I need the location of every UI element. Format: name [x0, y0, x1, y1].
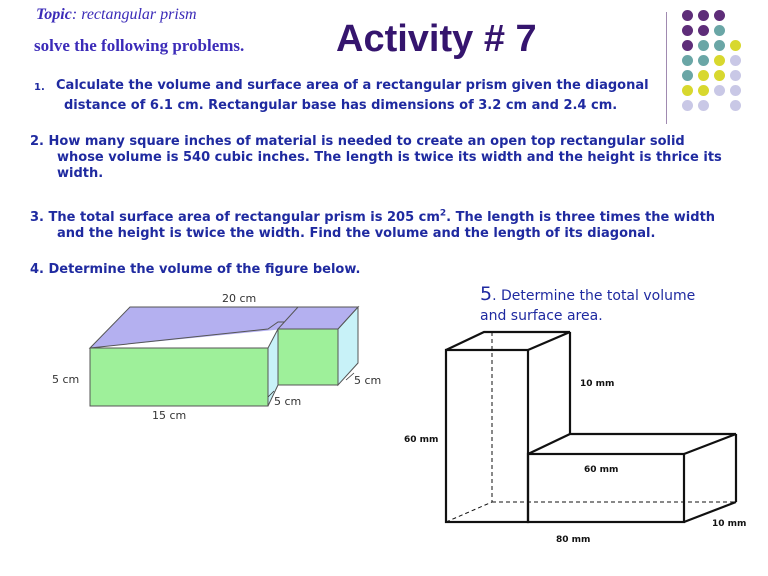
- figure-4-top-label: 20 cm: [222, 292, 257, 305]
- problem-3-line-1-pre: 3. The total surface area of rectangular prism is 205 cm: [30, 210, 440, 226]
- problem-1-number: 1.: [34, 82, 45, 93]
- decorative-dot: [682, 25, 693, 36]
- decorative-dot: [682, 70, 693, 81]
- figure-5-depth-label: 10 mm: [712, 519, 747, 529]
- problem-3-line-2: and the height is twice the width. Find the volume and the length of its diagonal.: [57, 226, 656, 242]
- problem-1-line-1: Calculate the volume and surface area of a rectangular prism given the diagonal: [56, 78, 649, 93]
- decorative-dot: [714, 85, 725, 96]
- figure-5-tall-front: [446, 350, 528, 522]
- decorative-dot: [698, 40, 709, 51]
- page-title: Activity # 7: [336, 18, 537, 60]
- decorative-dot: [730, 85, 741, 96]
- subtitle: solve the following problems.: [34, 36, 245, 55]
- decorative-dot: [698, 85, 709, 96]
- figure-5-step-label: 60 mm: [584, 465, 619, 475]
- decorative-dot: [714, 10, 725, 21]
- figure-5-length-label: 80 mm: [556, 535, 591, 545]
- problem-5-number: 5: [480, 283, 493, 305]
- problem-3-line-1-post: . The length is three times the width: [446, 210, 716, 226]
- decorative-dot: [698, 55, 709, 66]
- decorative-dot: [698, 10, 709, 21]
- figure-4-front-face-right: [278, 329, 338, 385]
- problem-3: [30, 206, 750, 242]
- figure-5-top-width-label: 10 mm: [580, 379, 615, 389]
- problem-5-line-1: . Determine the total volume: [492, 288, 696, 304]
- figure-5-step-top: [528, 434, 736, 454]
- figure-4-notch-depth-label: 5 cm: [274, 395, 302, 408]
- decorative-dot: [714, 70, 725, 81]
- problem-5: [480, 284, 730, 326]
- problem-5-line-2: and surface area.: [480, 308, 603, 324]
- decorative-dot: [682, 85, 693, 96]
- figure-4-left-height-label: 5 cm: [52, 373, 80, 386]
- decorative-dot: [714, 25, 725, 36]
- problem-4: 4. Determine the volume of the figure below.: [30, 262, 361, 277]
- figure-4-diagram: [40, 285, 382, 435]
- decorative-dot: [698, 100, 709, 111]
- problem-2: [30, 134, 750, 182]
- figure-5-diagram: [396, 326, 756, 550]
- decorative-dot: [730, 70, 741, 81]
- decorative-dot: [698, 70, 709, 81]
- figure-4-front-face-left: [90, 348, 268, 406]
- problem-3-superscript: 2: [439, 209, 447, 219]
- decorative-dot: [682, 10, 693, 21]
- figure-4-bottom-length-label: 15 cm: [152, 409, 187, 422]
- problem-3-line-1: [30, 210, 715, 225]
- figure-5-hidden-diagonal: [446, 502, 492, 522]
- decorative-dot: [730, 55, 741, 66]
- problem-1-line-2: distance of 6.1 cm. Rectangular base has dimensions of 3.2 cm and 2.4 cm.: [64, 98, 618, 113]
- decorative-dot: [714, 55, 725, 66]
- topic-text: : rectangular prism: [71, 6, 197, 23]
- decorative-dot: [682, 40, 693, 51]
- figure-5-tall-top: [446, 332, 570, 350]
- figure-4-right-depth-label: 5 cm: [354, 374, 382, 387]
- topic-line: [36, 6, 197, 24]
- decorative-dot: [682, 55, 693, 66]
- topic-label: Topic: [36, 6, 72, 23]
- decorative-dot: [730, 100, 741, 111]
- decorative-dot: [698, 25, 709, 36]
- problem-2-line-2: whose volume is 540 cubic inches. The length is twice its width and the height is thrice its width.: [57, 150, 722, 181]
- figure-5-height-label: 60 mm: [404, 435, 439, 445]
- decorative-dot: [714, 40, 725, 51]
- decorative-dot: [730, 40, 741, 51]
- header-divider: [666, 12, 667, 124]
- problem-2-line-1: 2. How many square inches of material is needed to create an open top rectangular solid: [30, 134, 685, 149]
- decorative-dot: [682, 100, 693, 111]
